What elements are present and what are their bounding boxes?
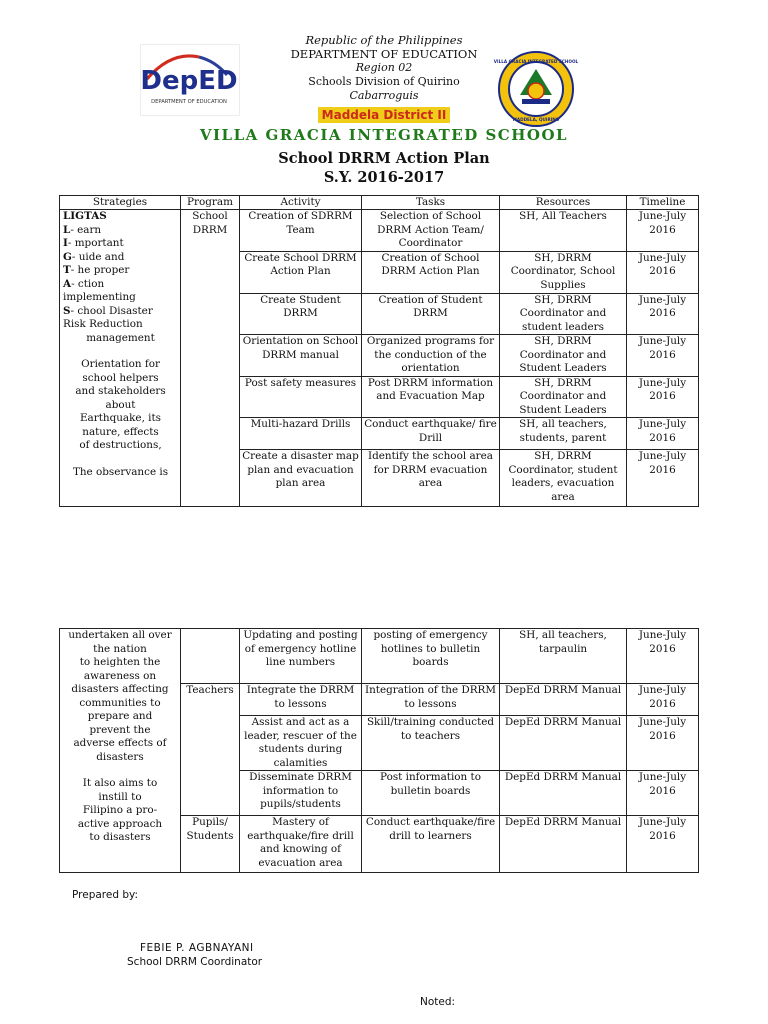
- col-header-timeline: Timeline: [627, 196, 699, 210]
- tasks-cell: Creation of School DRRM Action Plan: [362, 251, 500, 293]
- district-banner: [0, 104, 768, 123]
- tasks-cell: posting of emergency hotlines to bulletin boards: [362, 629, 500, 684]
- col-header-resources: Resources: [500, 196, 627, 210]
- activity-cell: Multi-hazard Drills: [240, 418, 362, 450]
- program-cell-empty: [181, 629, 240, 684]
- table-header-row: [60, 196, 699, 210]
- resources-cell: SH, all teachers, students, parent: [500, 418, 627, 450]
- tasks-cell: Identify the school area for DRRM evacuation area: [362, 450, 500, 507]
- tasks-cell: Skill/training conducted to teachers: [362, 716, 500, 771]
- resources-cell: DepEd DRRM Manual: [500, 771, 627, 816]
- activity-cell: Creation of SDRRM Team: [240, 210, 362, 252]
- strategies-cell: undertaken all over the nation to heighten the awareness on disasters affecting communities to prepare and prevent the adverse effects of disasters It also aims to instill to Filipino a pro- active approach to disasters: [60, 629, 181, 873]
- activity-cell: Disseminate DRRM information to pupils/students: [240, 771, 362, 816]
- timeline-cell: June-July 2016: [627, 771, 699, 816]
- table-row: [60, 210, 699, 252]
- activity-cell: Orientation on School DRRM manual: [240, 335, 362, 377]
- timeline-cell: June-July 2016: [627, 210, 699, 252]
- col-header-program: Program: [181, 196, 240, 210]
- timeline-cell: June-July 2016: [627, 716, 699, 771]
- district-label: Maddela District II: [318, 107, 451, 123]
- school-year: S.Y. 2016-2017: [323, 169, 445, 186]
- resources-cell: DepEd DRRM Manual: [500, 716, 627, 771]
- timeline-cell: June-July 2016: [627, 335, 699, 377]
- program-cell-teachers: Teachers: [181, 684, 240, 816]
- action-plan-table-1: [59, 195, 699, 507]
- activity-cell: Updating and posting of emergency hotline line numbers: [240, 629, 362, 684]
- resources-cell: SH, DRRM Coordinator and student leaders: [500, 293, 627, 335]
- resources-cell: SH, DRRM Coordinator and Student Leaders: [500, 335, 627, 377]
- resources-cell: DepEd DRRM Manual: [500, 684, 627, 716]
- timeline-cell: June-July 2016: [627, 376, 699, 418]
- tasks-cell: Creation of Student DRRM: [362, 293, 500, 335]
- prepared-by-label: Prepared by:: [72, 889, 138, 901]
- program-cell: School DRRM: [181, 210, 240, 507]
- tasks-cell: Conduct earthquake/fire drill to learners: [362, 816, 500, 873]
- resources-cell: SH, DRRM Coordinator and Student Leaders: [500, 376, 627, 418]
- tasks-cell: Organized programs for the conduction of the orientation: [362, 335, 500, 377]
- tasks-cell: Post DRRM information and Evacuation Map: [362, 376, 500, 418]
- timeline-cell: June-July 2016: [627, 684, 699, 716]
- department-line: DEPARTMENT OF EDUCATION: [290, 47, 478, 61]
- resources-cell: SH, DRRM Coordinator, School Supplies: [500, 251, 627, 293]
- strategies-cell: LIGTAS L- earn I- mportant G- uide and T- he proper A- ction implementing S- chool Disaster Risk Reduction management Orientation for school helpers and stakeholders about Earthquake, its nature, effects of destructions, The observance is: [60, 210, 181, 507]
- deped-logo-text: DepED: [140, 66, 238, 96]
- tasks-cell: Selection of School DRRM Action Team/ Coordinator: [362, 210, 500, 252]
- tasks-cell: Post information to bulletin boards: [362, 771, 500, 816]
- activity-cell: Create Student DRRM: [240, 293, 362, 335]
- noted-label: Noted:: [420, 996, 456, 1008]
- tasks-cell: Conduct earthquake/ fire Drill: [362, 418, 500, 450]
- region-line: Region 02: [355, 61, 413, 74]
- activity-cell: Post safety measures: [240, 376, 362, 418]
- col-header-strategies: Strategies: [60, 196, 181, 210]
- activity-cell: Assist and act as a leader, rescuer of the students during calamities: [240, 716, 362, 771]
- action-plan-table-2: [59, 628, 699, 873]
- activity-cell: Create School DRRM Action Plan: [240, 251, 362, 293]
- timeline-cell: June-July 2016: [627, 816, 699, 873]
- resources-cell: DepEd DRRM Manual: [500, 816, 627, 873]
- town-line: Cabarroguis: [349, 89, 419, 102]
- activity-cell: Integrate the DRRM to lessons: [240, 684, 362, 716]
- republic-line: Republic of the Philippines: [305, 33, 463, 47]
- resources-cell: SH, All Teachers: [500, 210, 627, 252]
- resources-cell: SH, DRRM Coordinator, student leaders, evacuation area: [500, 450, 627, 507]
- activity-cell: Create a disaster map plan and evacuation plan area: [240, 450, 362, 507]
- col-header-activity: Activity: [240, 196, 362, 210]
- seal-subtext: MADDELA, QUIRINO: [512, 117, 560, 122]
- school-name: VILLA GRACIA INTEGRATED SCHOOL: [199, 126, 569, 144]
- resources-cell: SH, all teachers, tarpaulin: [500, 629, 627, 684]
- timeline-cell: June-July 2016: [627, 629, 699, 684]
- deped-logo-subtext: DEPARTMENT OF EDUCATION: [151, 99, 227, 105]
- division-line: Schools Division of Quirino: [308, 75, 460, 88]
- activity-cell: Mastery of earthquake/fire drill and knowing of evacuation area: [240, 816, 362, 873]
- tasks-cell: Integration of the DRRM to lessons: [362, 684, 500, 716]
- seal-text: VILLA GRACIA INTEGRATED SCHOOL: [493, 59, 579, 64]
- document-title: School DRRM Action Plan: [278, 150, 490, 167]
- table-row: [60, 629, 699, 684]
- timeline-cell: June-July 2016: [627, 251, 699, 293]
- timeline-cell: June-July 2016: [627, 418, 699, 450]
- col-header-tasks: Tasks: [362, 196, 500, 210]
- preparer-role: School DRRM Coordinator: [127, 956, 263, 968]
- preparer-name: FEBIE P. AGBNAYANI: [140, 942, 254, 954]
- program-cell-pupils: Pupils/ Students: [181, 816, 240, 873]
- timeline-cell: June-July 2016: [627, 450, 699, 507]
- timeline-cell: June-July 2016: [627, 293, 699, 335]
